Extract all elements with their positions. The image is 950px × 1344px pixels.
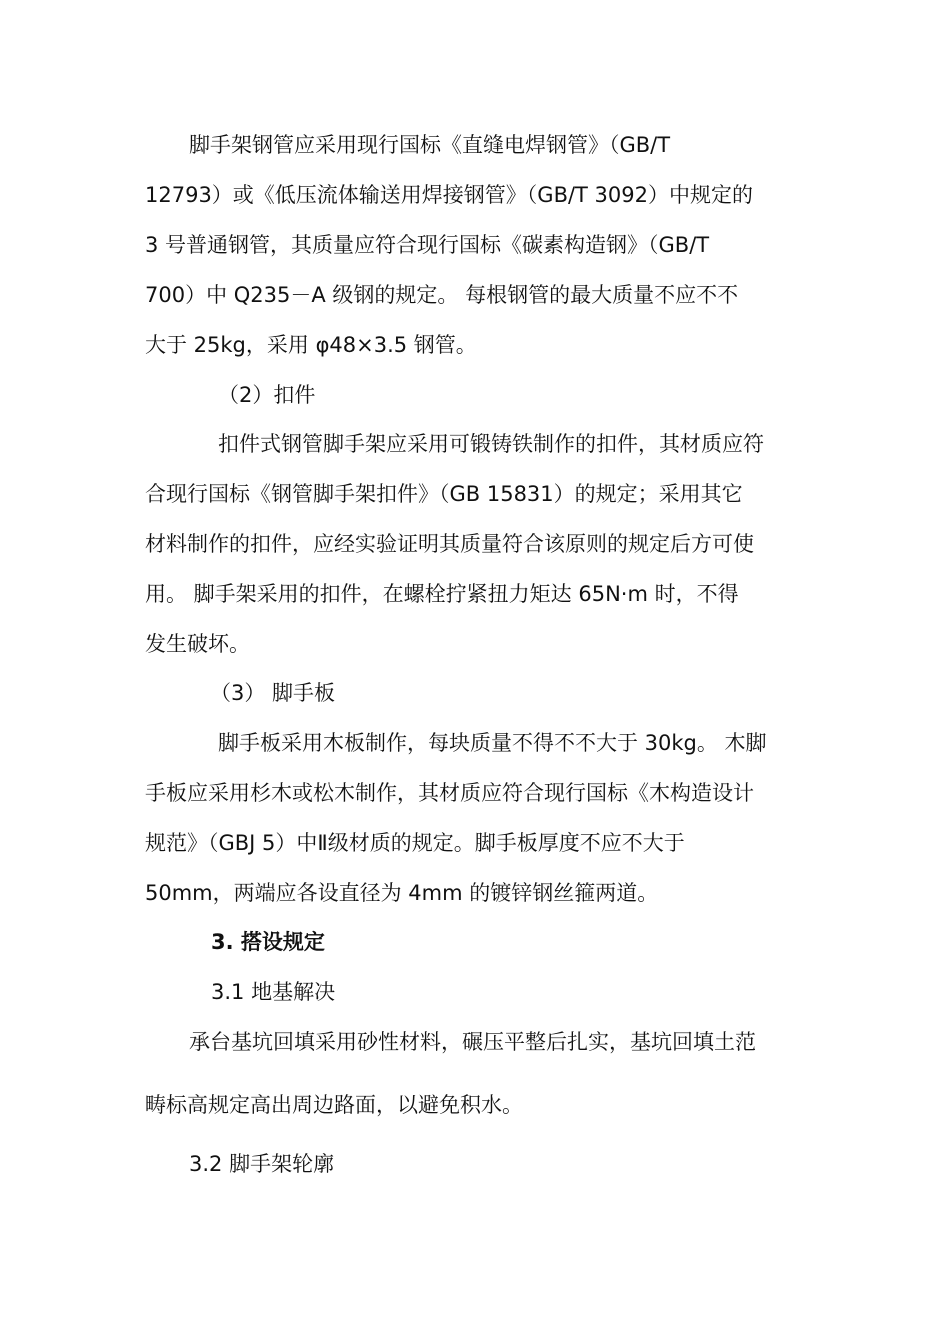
text-line-15: 规范》（GBJ 5）中Ⅱ级材质的规定。脚手板厚度不应不大于 [145, 831, 685, 855]
text-line-7: 扣件式钢管脚手架应采用可锻铸铁制作的扣件，其材质应符 [218, 432, 764, 456]
text-line-11: 发生破坏。 [145, 632, 250, 656]
text-line-5: 大于 25kg，采用 φ48×3.5 钢管。 [145, 333, 477, 357]
section-heading-fasteners: （2）扣件 [218, 383, 316, 407]
text-line-2: 12793）或《低压流体输送用焊接钢管》（GB/T 3092）中规定的 [145, 183, 754, 207]
text-line-16: 50mm，两端应各设直径为 4mm 的镀锌钢丝箍两道。 [145, 881, 659, 905]
text-line-4: 700）中 Q235－A 级钢的规定。 每根钢管的最大质量不应不不 [145, 283, 739, 307]
text-line-10: 用。 脚手架采用的扣件，在螺栓拧紧扭力矩达 65N·m 时，不得 [145, 582, 739, 606]
text-line-1: 脚手架钢管应采用现行国标《直缝电焊钢管》（GB/T [189, 133, 671, 157]
text-line-13: 脚手板采用木板制作，每块质量不得不不大于 30kg。 木脚 [218, 731, 767, 755]
section-heading-scaffold-board: （3） 脚手板 [210, 681, 336, 705]
text-line-20: 畴标高规定高出周边路面，以避免积水。 [145, 1093, 523, 1117]
text-line-9: 材料制作的扣件，应经实验证明其质量符合该原则的规定后方可使 [145, 532, 754, 556]
text-line-8: 合现行国标《钢管脚手架扣件》（GB 15831）的规定；采用其它 [145, 482, 743, 506]
subsection-heading-outline: 3.2 脚手架轮廓 [189, 1152, 335, 1176]
section-heading-erection-rules: 3. 搭设规定 [211, 930, 325, 954]
subsection-heading-foundation: 3.1 地基解决 [211, 980, 336, 1004]
text-line-3: 3 号普通钢管，其质量应符合现行国标《碳素构造钢》（GB/T [145, 233, 710, 257]
text-line-14: 手板应采用杉木或松木制作，其材质应符合现行国标《木构造设计 [145, 781, 754, 805]
text-line-19: 承台基坑回填采用砂性材料，碾压平整后扎实，基坑回填土范 [189, 1030, 756, 1054]
